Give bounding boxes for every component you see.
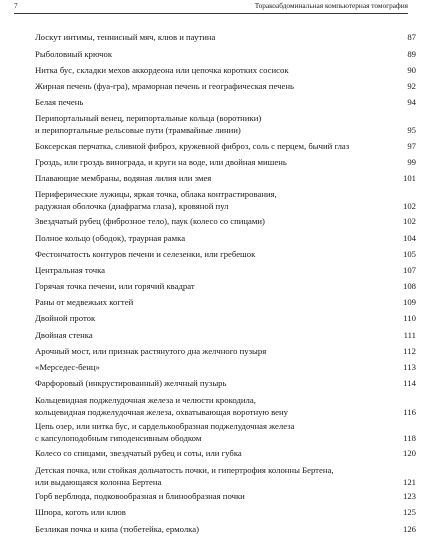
toc-entry — [35, 188, 416, 212]
toc-entry — [35, 312, 416, 324]
toc-entry-page: 105 — [402, 248, 416, 259]
toc-entry-text: Звездчатый рубец (фиброзное тело), паук (колесо со спицами) — [35, 215, 265, 226]
toc-entry-text: Шпора, коготь или клюв — [35, 507, 126, 517]
toc-entry-page: 123 — [402, 491, 416, 501]
toc-entry-page: 104 — [402, 232, 416, 243]
toc-entry-page: 97 — [407, 140, 416, 151]
toc-entry-page: 111 — [403, 330, 416, 341]
toc-entry — [35, 345, 416, 357]
toc-entry — [35, 140, 416, 152]
toc-entry-page: 125 — [402, 507, 416, 517]
toc-entry — [35, 264, 416, 276]
toc-entry — [35, 296, 416, 308]
toc-entry — [35, 64, 416, 76]
toc-entry-text: Перипортальный венец, перипортальные кольца (воротники) — [35, 113, 262, 124]
toc-entry-text: Безликая почка и кипа (тюбетейка, ермолка) — [35, 523, 200, 534]
toc-entry-text: Двойная стенка — [35, 330, 93, 341]
toc-entry-page: 114 — [403, 378, 416, 389]
toc-entry — [35, 329, 416, 341]
toc-entry — [35, 112, 416, 136]
toc-entry-text: и перипортальные рельсовые пути (трамвайные линии) — [35, 125, 241, 136]
toc-entry-text: «Мерседес-бенц» — [35, 362, 100, 373]
toc-entry — [35, 523, 416, 535]
toc-entry-page: 94 — [407, 97, 416, 108]
toc-entry-page: 110 — [403, 313, 416, 324]
toc-entry-text: Кольцевидная поджелудочная железа и челюсти крокодила, — [35, 395, 256, 405]
toc-entry-text: Фестончатость контуров печени и селезенки, или гребешок — [35, 248, 256, 259]
toc-entry — [35, 464, 416, 488]
toc-entry-page: 89 — [407, 48, 416, 59]
toc-entry-page: 101 — [402, 173, 416, 184]
toc-entry-text: Жирная печень (фуа-гра), мраморная печень и географическая печень — [35, 80, 294, 91]
toc-entry-text: Детская почка, или стойкая дольчатость почки, и гипертрофия колонны Бертена, — [35, 464, 334, 475]
toc-entry-page: 102 — [402, 201, 416, 212]
toc-entry-text: Цепь озер, или нитка бус, и сарделькообразная поджелудочная железа — [35, 421, 295, 432]
toc-entry-page: 90 — [407, 64, 416, 75]
toc-entry — [35, 31, 416, 43]
toc-entry-text: Горячая точка печени, или горячий квадрат — [35, 281, 195, 292]
toc-entry-page: 113 — [403, 362, 416, 373]
page-number: 7 — [14, 1, 18, 10]
toc-entry-page: 95 — [407, 125, 416, 136]
toc-entry — [35, 80, 416, 92]
toc-entry-text: Центральная точка — [35, 264, 106, 275]
toc-entry-text: радужная оболочка (диафрагма глаза), кровяной пул — [35, 201, 229, 212]
toc-entry-text: Гроздь, или гроздь винограда, и круги на воде, или двойная мишень — [35, 156, 287, 167]
toc-entry-page: 121 — [402, 476, 416, 487]
toc-entry — [35, 447, 416, 459]
toc-entry-page: 116 — [403, 407, 416, 417]
toc-entry-page: 120 — [402, 447, 416, 458]
toc-entry-page: 92 — [407, 80, 416, 91]
toc-entry — [35, 506, 416, 518]
toc-entry — [35, 156, 416, 168]
toc-entry-text: Фарфоровый (инкрустированный) желчный пузырь — [35, 378, 227, 389]
toc-entry-page: 99 — [407, 156, 416, 167]
toc-entry-page: 109 — [402, 297, 416, 308]
toc-entry — [35, 394, 416, 418]
toc-entry-text: Нитка бус, складки мехов аккордеона или цепочка коротких сосисок — [35, 64, 289, 75]
toc-entry-text: Лоскут интимы, теннисный мяч, клюв и паутина — [35, 31, 216, 42]
toc-entry-text: Белая печень — [35, 97, 84, 108]
toc-entry-page: 107 — [402, 264, 416, 275]
toc-entry-text: с капсулоподобным гиподенсивным ободком — [35, 433, 202, 444]
toc-entry-text: Раны от медвежьих когтей — [35, 297, 134, 308]
toc-entry-page: 118 — [403, 433, 416, 444]
toc-entry-text: Колесо со спицами, звездчатый рубец и соты, или губка — [35, 447, 242, 458]
toc-entry-text: Плавающие мембраны, водяная лилия или змея — [35, 173, 212, 184]
running-header — [14, 1, 408, 14]
toc-entry — [35, 215, 416, 227]
running-title: Торакоабдоминальная компьютерная томография — [254, 1, 408, 10]
toc-entry-page: 102 — [402, 215, 416, 226]
toc-entry-page: 108 — [402, 281, 416, 292]
toc-entry — [35, 48, 416, 60]
toc-entry-text: Полное кольцо (ободок), траурная рамка — [35, 232, 186, 243]
toc-entry-text: Рыболовный крючок — [35, 48, 113, 59]
toc-entry-text: Боксерская перчатка, сливной фиброз, кружевной фиброз, соль с перцем, бычий глаз — [35, 140, 350, 151]
toc-entry — [35, 172, 416, 184]
toc-entry-page: 112 — [403, 346, 416, 357]
toc-entry — [35, 377, 416, 389]
toc-entry — [35, 248, 416, 260]
toc-entry — [35, 420, 416, 444]
toc-entry-page: 87 — [407, 31, 416, 42]
toc-entry-text: Арочный мост, или признак растянутого дна желчного пузыря — [35, 346, 267, 357]
toc-entry — [35, 490, 416, 502]
toc-entry-text: кольцевидная поджелудочная железа, охватывающая воротную вену — [35, 407, 289, 417]
toc-entry-page: 126 — [402, 523, 416, 534]
toc-entry-text: Двойной проток — [35, 313, 96, 324]
toc-entry — [35, 232, 416, 244]
toc-entry-text: или выдающаяся колонна Бертена — [35, 476, 162, 487]
toc-entry — [35, 96, 416, 108]
toc-entry — [35, 361, 416, 373]
toc-entry-text: Горб верблюда, подковообразная и блинообразная почки — [35, 491, 245, 501]
toc-entry-text: Периферические лужицы, яркая точка, облака контрастирования, — [35, 189, 277, 200]
toc-entry — [35, 280, 416, 292]
